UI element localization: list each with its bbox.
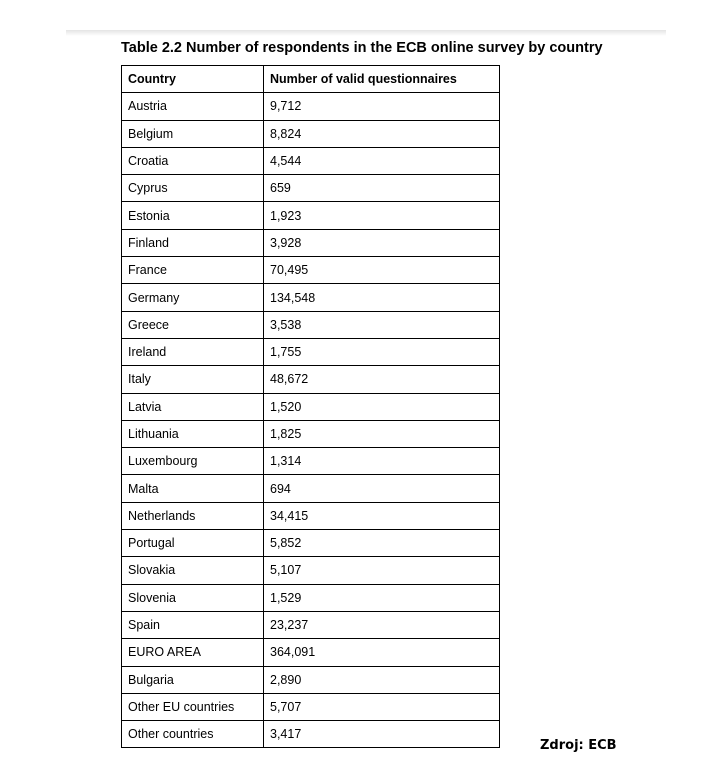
country-cell: France (122, 257, 264, 284)
table-row (122, 584, 500, 611)
country-cell: Slovakia (122, 557, 264, 584)
table-row (122, 229, 500, 256)
table-row (122, 530, 500, 557)
country-cell: Austria (122, 93, 264, 120)
table-row (122, 693, 500, 720)
country-cell: Lithuania (122, 420, 264, 447)
questionnaires-cell: 659 (264, 175, 500, 202)
table-row (122, 393, 500, 420)
column-header-questionnaires: Number of valid questionnaires (264, 66, 500, 93)
questionnaires-cell: 1,520 (264, 393, 500, 420)
questionnaires-cell: 3,928 (264, 229, 500, 256)
column-header-country: Country (122, 66, 264, 93)
country-cell: Slovenia (122, 584, 264, 611)
country-cell: Netherlands (122, 502, 264, 529)
questionnaires-cell: 5,707 (264, 693, 500, 720)
table-row (122, 502, 500, 529)
table-row (122, 147, 500, 174)
table-title: Table 2.2 Number of respondents in the ECB online survey by country (121, 40, 603, 56)
questionnaires-cell: 1,314 (264, 448, 500, 475)
table-row (122, 120, 500, 147)
questionnaires-cell: 3,538 (264, 311, 500, 338)
questionnaires-cell: 8,824 (264, 120, 500, 147)
table-row (122, 284, 500, 311)
country-cell: Portugal (122, 530, 264, 557)
country-cell: Ireland (122, 338, 264, 365)
respondents-table (121, 65, 500, 748)
table-row (122, 202, 500, 229)
country-cell: Belgium (122, 120, 264, 147)
country-cell: Finland (122, 229, 264, 256)
country-cell: EURO AREA (122, 639, 264, 666)
table-row (122, 475, 500, 502)
table-row (122, 93, 500, 120)
table-row (122, 448, 500, 475)
table-row (122, 721, 500, 748)
table-row (122, 639, 500, 666)
table-header-row (122, 66, 500, 93)
questionnaires-cell: 70,495 (264, 257, 500, 284)
country-cell: Greece (122, 311, 264, 338)
table-row (122, 611, 500, 638)
questionnaires-cell: 5,852 (264, 530, 500, 557)
country-cell: Other EU countries (122, 693, 264, 720)
questionnaires-cell: 1,529 (264, 584, 500, 611)
table-row (122, 366, 500, 393)
questionnaires-cell: 694 (264, 475, 500, 502)
country-cell: Spain (122, 611, 264, 638)
questionnaires-cell: 4,544 (264, 147, 500, 174)
country-cell: Cyprus (122, 175, 264, 202)
country-cell: Croatia (122, 147, 264, 174)
table-row (122, 557, 500, 584)
questionnaires-cell: 5,107 (264, 557, 500, 584)
table-row (122, 420, 500, 447)
table-body (122, 93, 500, 748)
country-cell: Italy (122, 366, 264, 393)
questionnaires-cell: 134,548 (264, 284, 500, 311)
table-row (122, 311, 500, 338)
questionnaires-cell: 364,091 (264, 639, 500, 666)
country-cell: Germany (122, 284, 264, 311)
country-cell: Estonia (122, 202, 264, 229)
questionnaires-cell: 2,890 (264, 666, 500, 693)
questionnaires-cell: 23,237 (264, 611, 500, 638)
table-row (122, 666, 500, 693)
questionnaires-cell: 9,712 (264, 93, 500, 120)
country-cell: Other countries (122, 721, 264, 748)
questionnaires-cell: 34,415 (264, 502, 500, 529)
questionnaires-cell: 1,825 (264, 420, 500, 447)
country-cell: Luxembourg (122, 448, 264, 475)
table-row (122, 175, 500, 202)
country-cell: Malta (122, 475, 264, 502)
source-note: Zdroj: ECB (540, 738, 617, 753)
table-row (122, 338, 500, 365)
questionnaires-cell: 3,417 (264, 721, 500, 748)
country-cell: Bulgaria (122, 666, 264, 693)
questionnaires-cell: 1,755 (264, 338, 500, 365)
questionnaires-cell: 1,923 (264, 202, 500, 229)
questionnaires-cell: 48,672 (264, 366, 500, 393)
top-divider (66, 30, 666, 36)
country-cell: Latvia (122, 393, 264, 420)
table-row (122, 257, 500, 284)
